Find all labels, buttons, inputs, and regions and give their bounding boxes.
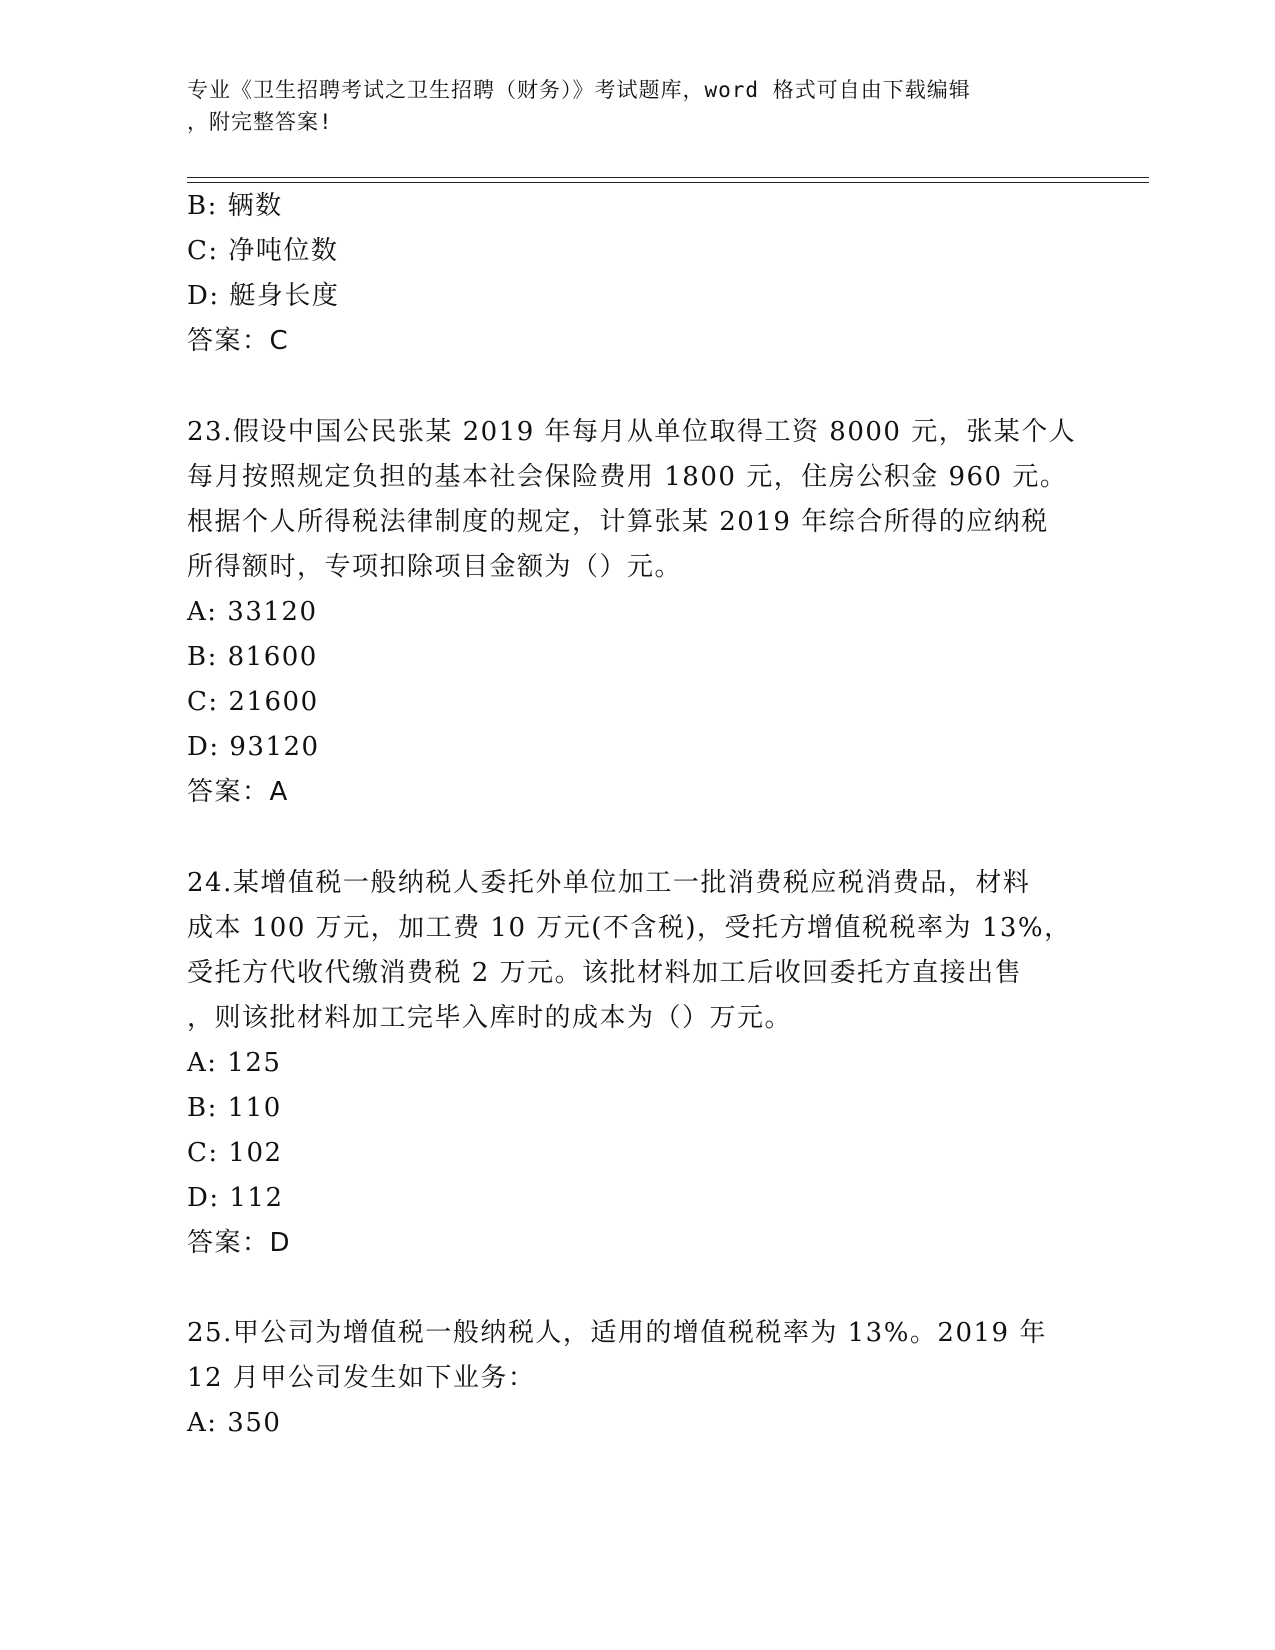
header-line-2: ，附完整答案!: [187, 110, 333, 134]
q23-option-d: D: 93120: [187, 732, 320, 762]
q23-stem-line-2: 每月按照规定负担的基本社会保险费用 1800 元，住房公积金 960 元。: [187, 462, 1068, 492]
q23-option-c: C: 21600: [187, 687, 319, 717]
prev-option-c: C: 净吨位数: [187, 236, 339, 266]
q24-option-d: D: 112: [187, 1183, 284, 1213]
q23-stem-line-3: 根据个人所得税法律制度的规定，计算张某 2019 年综合所得的应纳税: [187, 507, 1049, 537]
header-divider-top: [187, 177, 1149, 178]
q24-option-b: B: 110: [187, 1093, 282, 1123]
q24-stem-line-4: ，则该批材料加工完毕入库时的成本为（）万元。: [187, 1003, 793, 1033]
q24-stem-line-2: 成本 100 万元，加工费 10 万元(不含税)，受托方增值税税率为 13%，: [187, 913, 1072, 943]
prev-answer: 答案：C: [187, 326, 290, 356]
q24-option-c: C: 102: [187, 1138, 283, 1168]
q23-stem-line-1: 23.假设中国公民张某 2019 年每月从单位取得工资 8000 元，张某个人: [187, 417, 1077, 447]
q23-option-a: A: 33120: [187, 597, 318, 627]
q23-stem-line-4: 所得额时，专项扣除项目金额为（）元。: [187, 552, 683, 582]
document-header: [187, 74, 1067, 138]
prev-option-d: D: 艇身长度: [187, 281, 340, 311]
q25-stem-line-2: 12 月甲公司发生如下业务：: [187, 1363, 536, 1393]
q23-answer: 答案：A: [187, 777, 289, 807]
q24-stem-line-1: 24.某增值税一般纳税人委托外单位加工一批消费税应税消费品，材料: [187, 868, 1031, 898]
q24-stem-line-3: 受托方代收代缴消费税 2 万元。该批材料加工后收回委托方直接出售: [187, 958, 1023, 988]
q24-option-a: A: 125: [187, 1048, 282, 1078]
q25-option-a: A: 350: [187, 1408, 282, 1438]
prev-option-b: B: 辆数: [187, 191, 283, 221]
q23-option-b: B: 81600: [187, 642, 318, 672]
header-divider-bottom: [187, 182, 1149, 183]
q25-stem-line-1: 25.甲公司为增值税一般纳税人，适用的增值税税率为 13%。2019 年: [187, 1318, 1047, 1348]
header-line-1: 专业《卫生招聘考试之卫生招聘（财务）》考试题库，word 格式可自由下载编辑: [187, 78, 971, 102]
q24-answer: 答案：D: [187, 1228, 292, 1258]
